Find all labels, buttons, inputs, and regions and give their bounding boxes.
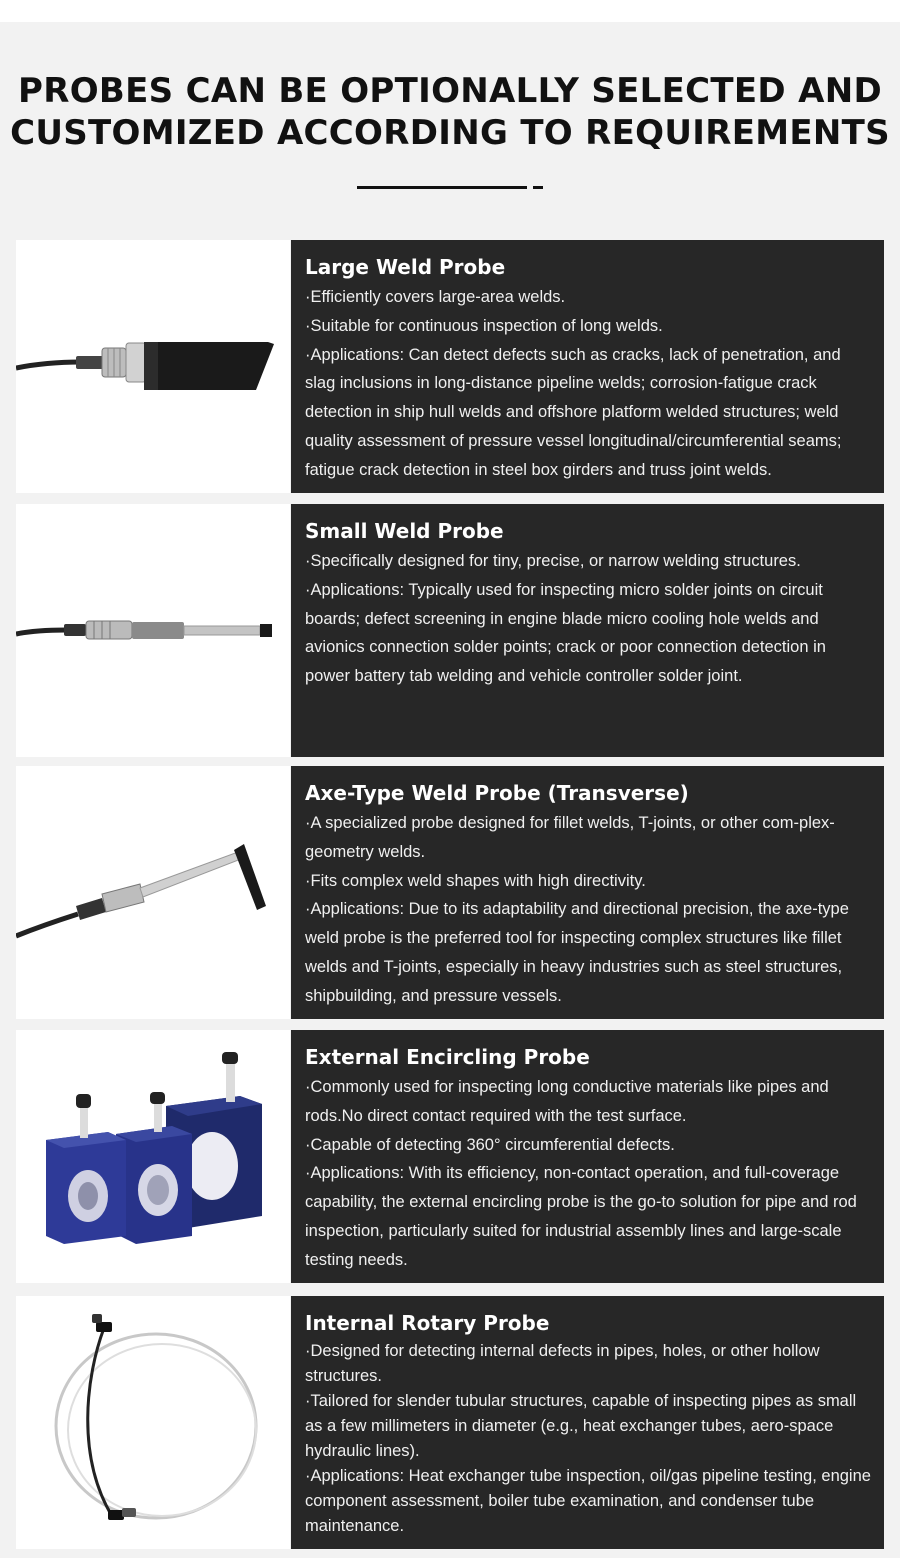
large-weld-probe-image [16,240,290,493]
probe-title: Axe-Type Weld Probe (Transverse) [305,781,689,805]
probe-line: ·Specifically designed for tiny, precise, or narrow welding structures. [305,552,801,570]
probe-line: ·Applications: With its efficiency, non-contact operation, and full-coverage capability, the external encircling probe is the go-to solution for pipe and rod inspection, particularly suited for industrial assembly lines and large-scale testing needs. [305,1164,857,1269]
axe-type-weld-probe-panel [291,766,884,1019]
axe-type-weld-probe-image [16,766,290,1019]
probe-line: ·Suitable for continuous inspection of long welds. [305,316,663,335]
probe-line: ·Applications: Can detect defects such as cracks, lack of penetration, and slag inclusions in long-distance pipeline welds; corrosion-fatigue crack detection in ship hull welds and offshore platform welded structures; weld quality assessment of pressure vessel longitudinal/circumferential seams; fatigue crack detection in steel box girders and truss joint welds. [305,345,842,479]
large-weld-probe-panel [291,240,884,493]
external-encircling-probe-icon [16,1030,290,1283]
probe-card-small-weld [16,504,884,757]
title-divider-dot [533,186,543,189]
probe-line: ·Applications: Heat exchanger tube inspection, oil/gas pipeline testing, engine component assessment, boiler tube examination, and condenser tube maintenance. [305,1467,871,1535]
internal-rotary-probe-icon [16,1296,290,1549]
probe-card-large-weld [16,240,884,493]
probe-title: Large Weld Probe [305,255,506,279]
probe-line: ·A specialized probe designed for fillet welds, T-joints, or other com-plex-geometry welds. [305,814,835,861]
probe-line: ·Efficiently covers large-area welds. [305,288,566,306]
large-weld-probe-icon [16,240,290,493]
page-header [0,70,900,154]
probe-line: ·Fits complex weld shapes with high directivity. [305,871,646,890]
external-encircling-probe-panel [291,1030,884,1283]
probe-line: ·Capable of detecting 360° circumferential defects. [305,1135,675,1154]
top-strip [0,0,900,22]
external-encircling-probe-image [16,1030,290,1283]
small-weld-probe-panel [291,504,884,757]
probe-card-axe-type [16,766,884,1019]
probe-title: External Encircling Probe [305,1045,590,1069]
probe-line: ·Tailored for slender tubular structures, capable of inspecting pipes as small as a few millimeters in diameter (e.g., heat exchanger tubes, aero-space hydraulic lines). [305,1392,857,1460]
probe-card-external-encircling [16,1030,884,1283]
probe-line: ·Designed for detecting internal defects in pipes, holes, or other hollow structures. [305,1342,820,1385]
internal-rotary-probe-panel [291,1296,884,1549]
axe-type-weld-probe-icon [16,766,290,1019]
small-weld-probe-icon [16,504,290,757]
internal-rotary-probe-image [16,1296,290,1549]
small-weld-probe-image [16,504,290,757]
probe-title: Small Weld Probe [305,519,504,543]
probe-line: ·Commonly used for inspecting long conductive materials like pipes and rods.No direct contact required with the test surface. [305,1078,829,1125]
page-title-line-1: PROBES CAN BE OPTIONALLY SELECTED AND [18,71,882,111]
title-divider [357,186,527,189]
probe-title: Internal Rotary Probe [305,1311,550,1335]
probe-line: ·Applications: Typically used for inspecting micro solder joints on circuit boards; defect screening in engine blade micro cooling hole welds and avionics connection solder points; crack or poor connection detection in power battery tab welding and vehicle controller solder joint. [305,580,826,686]
probe-line: ·Applications: Due to its adaptability and directional precision, the axe-type weld probe is the preferred tool for inspecting complex structures like fillet welds and T-joints, especially in heavy industries such as steel structures, shipbuilding, and pressure vessels. [305,900,849,1005]
probe-card-internal-rotary [16,1296,884,1549]
page-title-line-2: CUSTOMIZED ACCORDING TO REQUIREMENTS [10,113,890,153]
